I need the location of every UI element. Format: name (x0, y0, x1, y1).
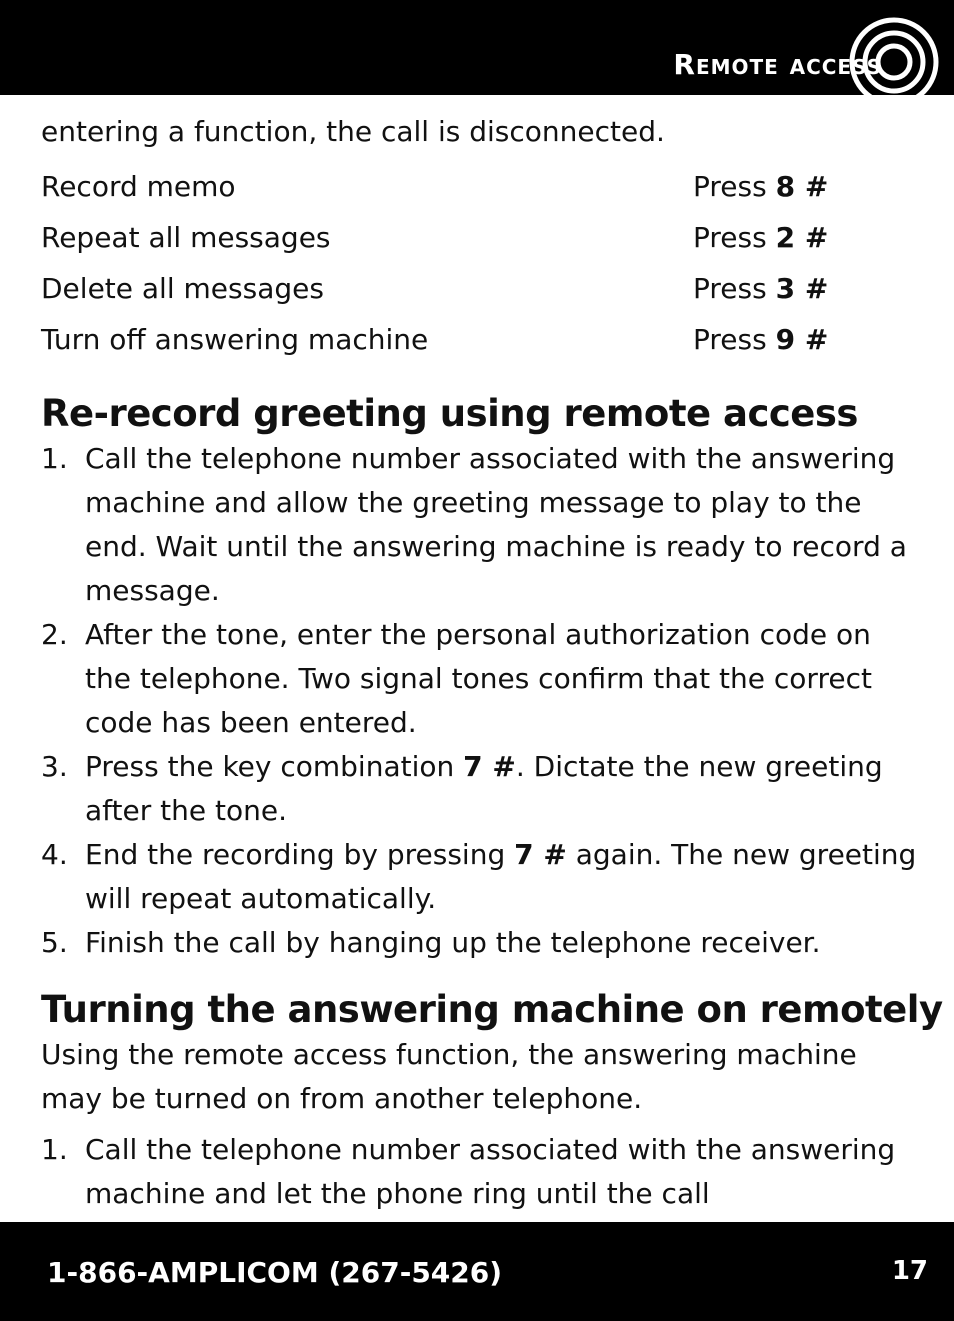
command-label: Turn off answering machine (41, 323, 429, 356)
command-label: Record memo (41, 170, 236, 203)
list-item: 1. Call the telephone number associated with the answering machine and let the phone ring until the call (41, 1133, 896, 1210)
turn-on-steps (41, 1128, 921, 1216)
page-footer (0, 1222, 954, 1321)
list-item: 4. End the recording by pressing 7 # again. The new greeting will repeat automatically. (41, 838, 917, 915)
section-heading-turn-on: Turning the answering machine on remotely (41, 988, 943, 1031)
command-row (41, 161, 921, 212)
command-key: Press 3 # (693, 272, 829, 305)
intro-line: entering a function, the call is disconnected. (41, 115, 665, 148)
command-label: Repeat all messages (41, 221, 331, 254)
command-key: Press 9 # (693, 323, 829, 356)
page-content (41, 110, 943, 1216)
support-phone: 1-866-AMPLICOM (267-5426) (47, 1256, 503, 1289)
page-number: 17 (891, 1256, 928, 1286)
section-heading-rerecord: Re-record greeting using remote access (41, 392, 858, 435)
sound-rings-icon (846, 10, 946, 95)
command-key: Press 8 # (693, 170, 829, 203)
command-row (41, 212, 921, 263)
command-key: Press 2 # (693, 221, 829, 254)
rerecord-steps (41, 437, 921, 965)
command-row (41, 263, 921, 314)
command-table (41, 161, 921, 365)
list-item: 1. Call the telephone number associated with the answering machine and allow the greeting message to play to the end. Wait until the answering machine is ready to record a message. (41, 442, 907, 607)
section-intro: Using the remote access function, the answering machine may be turned on from another telephone. (41, 1038, 857, 1115)
list-item: 5. Finish the call by hanging up the telephone receiver. (41, 926, 821, 959)
command-row (41, 314, 921, 365)
list-item: 3. Press the key combination 7 #. Dictate the new greeting after the tone. (41, 750, 883, 827)
page-header (0, 0, 954, 95)
list-item: 2. After the tone, enter the personal authorization code on the telephone. Two signal tones confirm that the correct code has been entered. (41, 618, 872, 739)
header-title: Remote access (673, 48, 882, 81)
command-label: Delete all messages (41, 272, 324, 305)
